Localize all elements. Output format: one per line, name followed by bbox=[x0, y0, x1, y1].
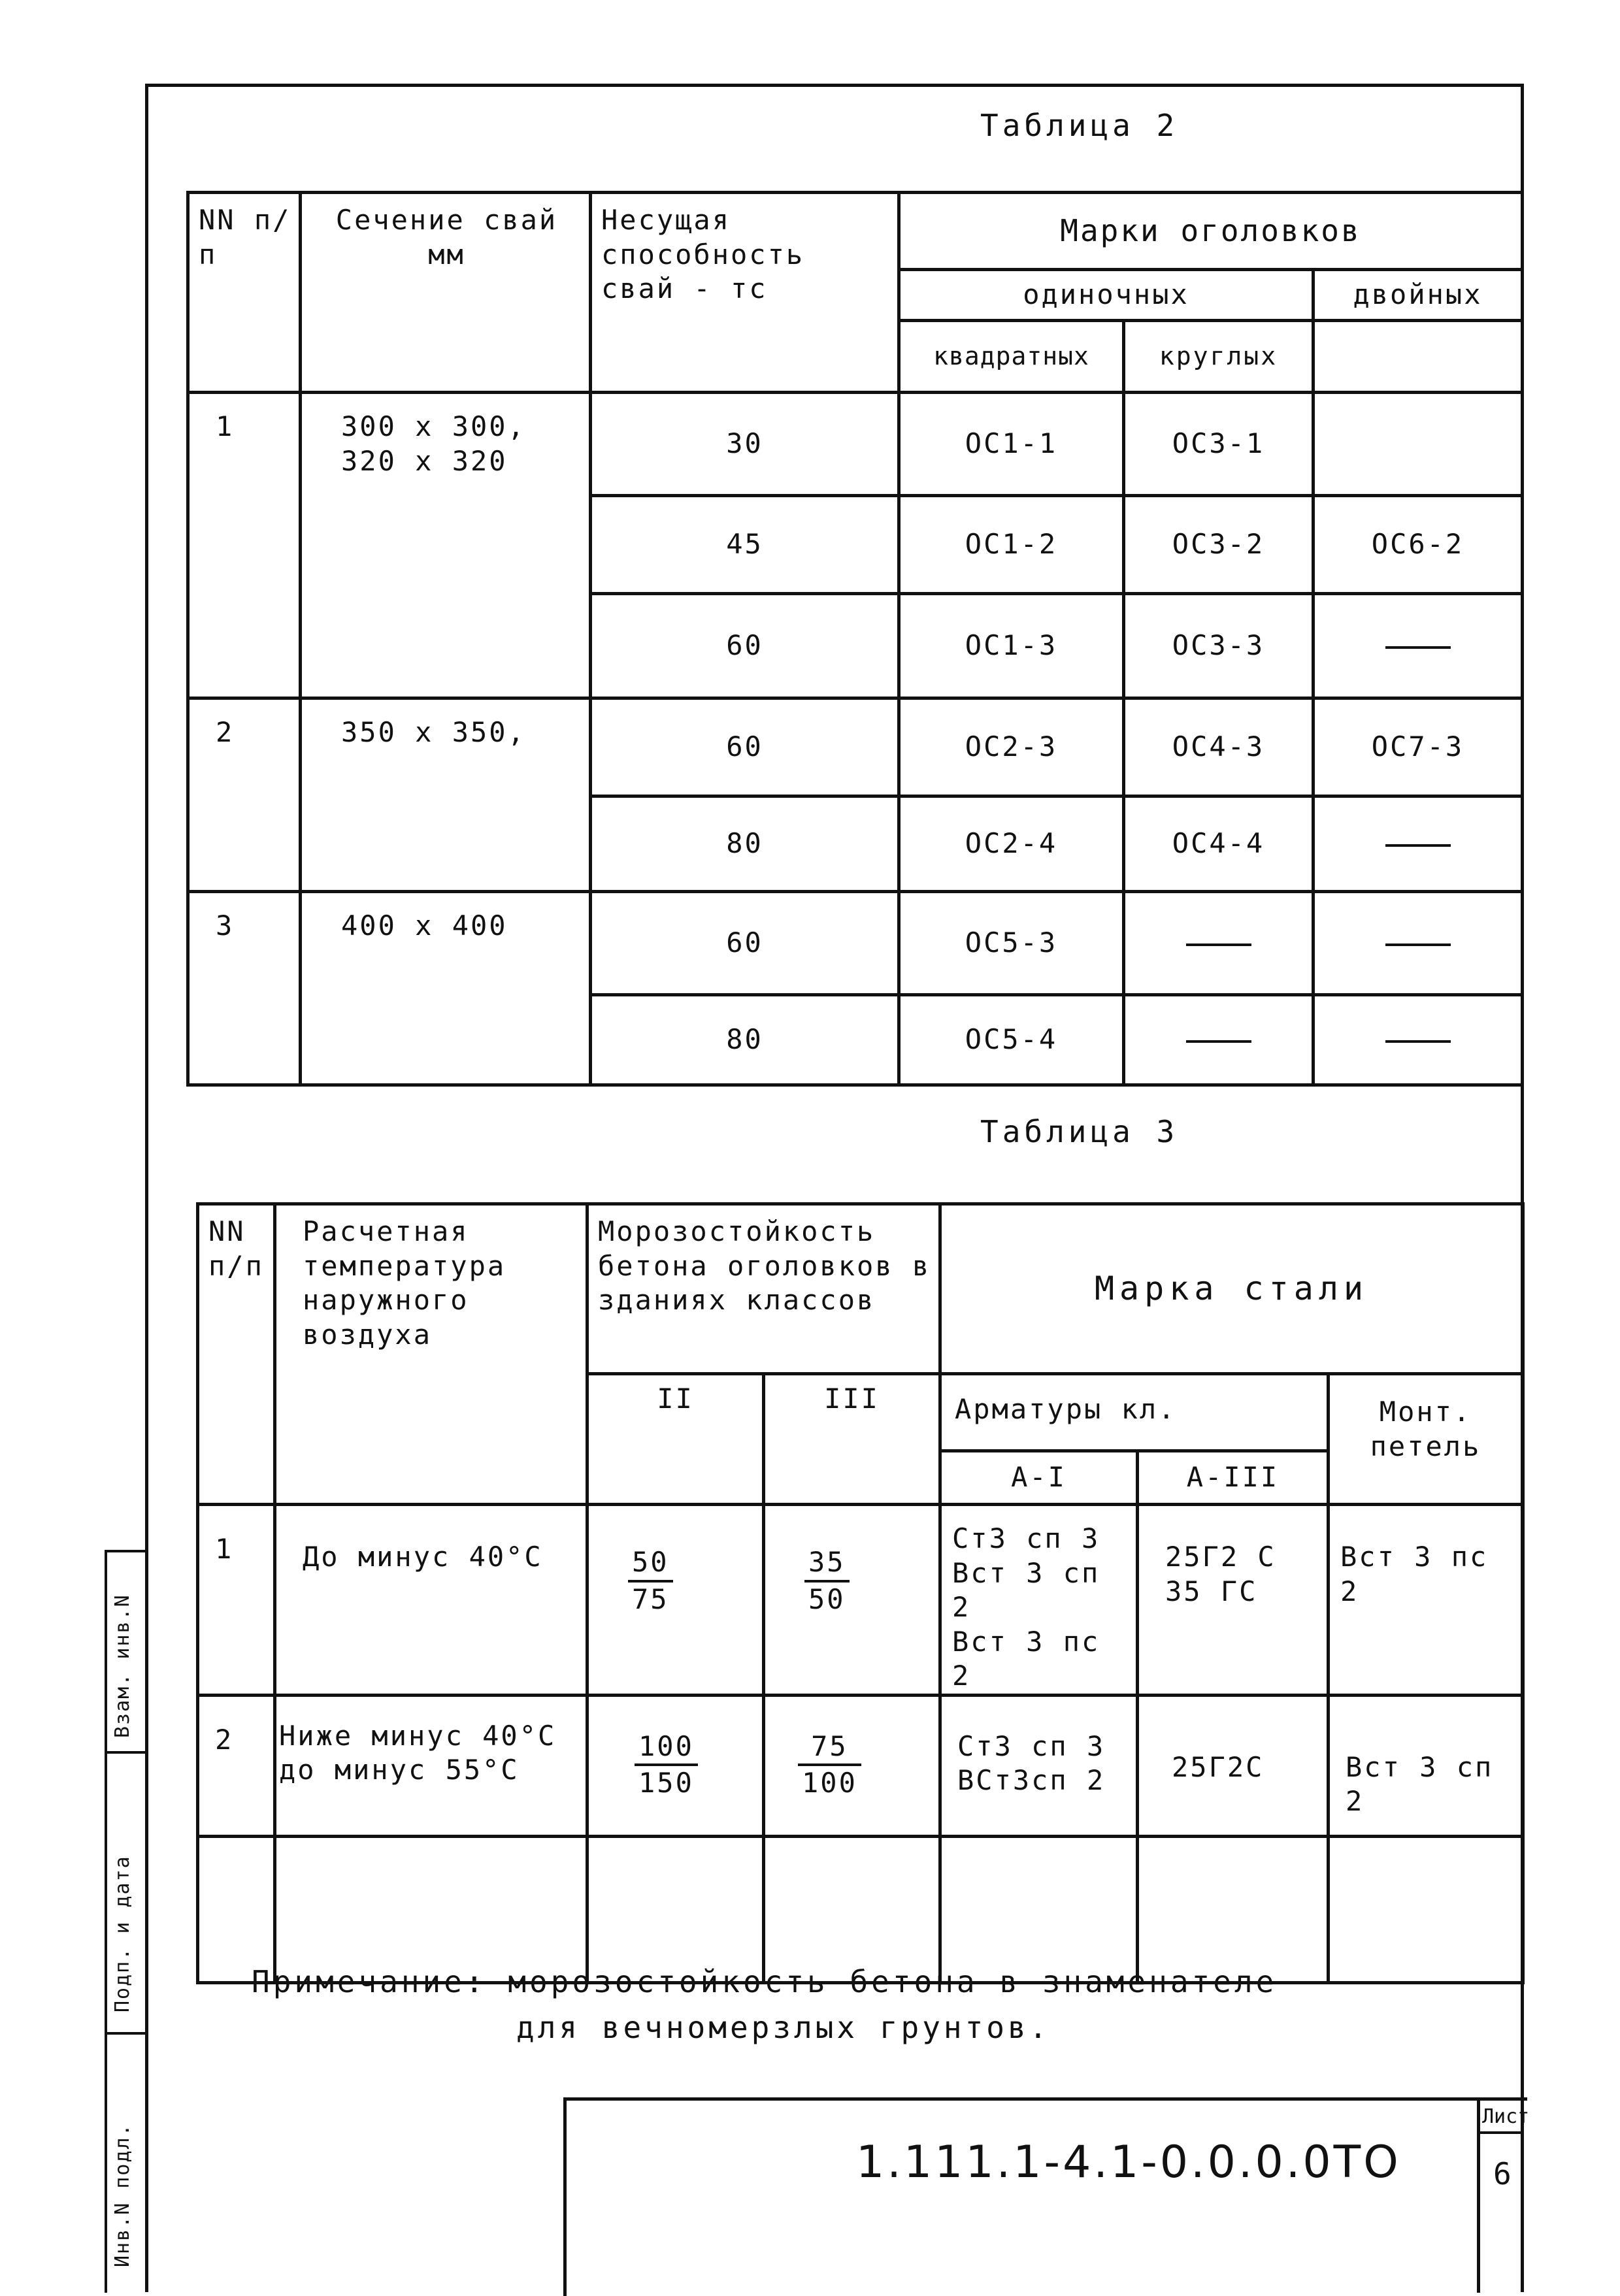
row-square: ОС2-3 bbox=[899, 698, 1124, 796]
row-frost-class3 bbox=[764, 1695, 940, 1836]
row-square: ОС1-2 bbox=[899, 496, 1124, 594]
row-num: 1 bbox=[188, 393, 301, 698]
sheet-label-divider bbox=[1477, 2131, 1524, 2134]
header-round: круглых bbox=[1124, 321, 1314, 393]
row-double: ОС6-2 bbox=[1314, 496, 1523, 594]
row-loops-steel: Вст 3 сп 2 bbox=[1329, 1695, 1523, 1836]
row-a3-steel: 25Г2С bbox=[1138, 1695, 1329, 1836]
row-capacity: 30 bbox=[591, 393, 899, 496]
row-frost-class2 bbox=[587, 1505, 764, 1696]
side-label-inv-orig: Инв.N подл. bbox=[111, 2123, 134, 2267]
header-class2: II bbox=[587, 1374, 764, 1505]
header-blank bbox=[1314, 321, 1523, 393]
row-section: 350 х 350, bbox=[301, 698, 591, 892]
header-num: NN п/п bbox=[188, 193, 301, 393]
dash-mark bbox=[1385, 646, 1451, 649]
header-frost: Морозостойкость бетона оголовков в зданиях классов bbox=[587, 1204, 940, 1374]
row-double bbox=[1314, 393, 1523, 496]
fraction: $\frac{35}{50}$ bbox=[804, 1545, 850, 1616]
dash-mark bbox=[1385, 844, 1451, 847]
header-section: Сечение свай мм bbox=[301, 193, 591, 393]
table3-caption: Таблица 3 bbox=[980, 1114, 1179, 1149]
header-capacity: Несущая способность свай - тс bbox=[591, 193, 899, 393]
note-line-1: Примечание: морозостойкость бетона в знаменателе bbox=[252, 1964, 1278, 1999]
header-double: двойных bbox=[1314, 270, 1523, 321]
row-double bbox=[1314, 796, 1523, 892]
row-loops-steel: Вст 3 пс 2 bbox=[1329, 1505, 1523, 1696]
row-a1-steel: Ст3 сп 3 ВСт3сп 2 bbox=[940, 1695, 1138, 1836]
row-frost-class2 bbox=[587, 1695, 764, 1836]
note-line-2: для вечномерзлых грунтов. bbox=[516, 2010, 1051, 2045]
row-frost-class3 bbox=[764, 1505, 940, 1696]
table3 bbox=[196, 1202, 1525, 1984]
row-num: 3 bbox=[188, 892, 301, 1085]
header-class3: III bbox=[764, 1374, 940, 1505]
header-temperature: Расчетная температура наружного воздуха bbox=[275, 1204, 587, 1505]
row-section: 400 х 400 bbox=[301, 892, 591, 1085]
row-square: ОС1-3 bbox=[899, 594, 1124, 698]
fraction: $\frac{75}{100}$ bbox=[798, 1730, 861, 1801]
row-temperature: До минус 40°С bbox=[275, 1505, 587, 1696]
dash-mark bbox=[1186, 1040, 1251, 1043]
row-capacity: 45 bbox=[591, 496, 899, 594]
row-round: ОС3-1 bbox=[1124, 393, 1314, 496]
row-double bbox=[1314, 594, 1523, 698]
row-square: ОС1-1 bbox=[899, 393, 1124, 496]
row-num: 1 bbox=[198, 1505, 275, 1696]
row-capacity: 60 bbox=[591, 698, 899, 796]
dash-mark bbox=[1385, 1040, 1451, 1043]
table2 bbox=[186, 191, 1524, 1087]
row-square: ОС5-4 bbox=[899, 995, 1124, 1085]
row-round: ОС4-4 bbox=[1124, 796, 1314, 892]
row-square: ОС5-3 bbox=[899, 892, 1124, 995]
header-rebar: Арматуры кл. bbox=[940, 1374, 1329, 1451]
fraction: $\frac{50}{75}$ bbox=[628, 1545, 673, 1616]
row-round bbox=[1124, 995, 1314, 1085]
header-num: NN п/п bbox=[198, 1204, 275, 1505]
header-a1: А-I bbox=[940, 1451, 1138, 1505]
row-round: ОС4-3 bbox=[1124, 698, 1314, 796]
row-round: ОС3-3 bbox=[1124, 594, 1314, 698]
row-double bbox=[1314, 892, 1523, 995]
row-capacity: 80 bbox=[591, 796, 899, 892]
row-capacity: 80 bbox=[591, 995, 899, 1085]
row-num: 2 bbox=[198, 1695, 275, 1836]
sheet-number: 6 bbox=[1493, 2156, 1512, 2191]
header-a3: А-III bbox=[1138, 1451, 1329, 1505]
dash-mark bbox=[1385, 943, 1451, 946]
row-a3-steel: 25Г2 С 35 ГС bbox=[1138, 1505, 1329, 1696]
header-steel: Марка стали bbox=[940, 1204, 1523, 1374]
dash-mark bbox=[1186, 943, 1251, 946]
title-block bbox=[563, 2097, 1530, 2296]
row-capacity: 60 bbox=[591, 892, 899, 995]
side-label-sign-date: Подп. и дата bbox=[111, 1855, 134, 2012]
header-square: квадратных bbox=[899, 321, 1124, 393]
row-a1-steel: Ст3 сп 3 Вст 3 сп 2 Вст 3 пс 2 bbox=[940, 1505, 1138, 1696]
side-divider-2 bbox=[105, 2032, 145, 2035]
row-temperature: Ниже минус 40°С до минус 55°С bbox=[275, 1695, 587, 1836]
row-round bbox=[1124, 892, 1314, 995]
header-loops: Монт. петель bbox=[1329, 1374, 1523, 1505]
document-code: 1.111.1-4.1-0.0.0.0ТО bbox=[856, 2137, 1401, 2188]
side-label-inv-repl: Взам. инв.N bbox=[111, 1594, 134, 1738]
row-round: ОС3-2 bbox=[1124, 496, 1314, 594]
table2-caption: Таблица 2 bbox=[980, 108, 1179, 143]
header-single: одиночных bbox=[899, 270, 1314, 321]
empty-cell bbox=[1329, 1836, 1523, 1982]
side-divider-1 bbox=[105, 1751, 145, 1754]
sheet-label: Лист bbox=[1482, 2105, 1530, 2128]
row-double bbox=[1314, 995, 1523, 1085]
row-square: ОС2-4 bbox=[899, 796, 1124, 892]
header-marks: Марки оголовков bbox=[899, 193, 1523, 270]
row-num: 2 bbox=[188, 698, 301, 892]
row-capacity: 60 bbox=[591, 594, 899, 698]
row-double: ОС7-3 bbox=[1314, 698, 1523, 796]
row-section: 300 х 300, 320 х 320 bbox=[301, 393, 591, 698]
sheet-box-divider bbox=[1477, 2097, 1480, 2293]
fraction: $\frac{100}{150}$ bbox=[635, 1730, 698, 1801]
